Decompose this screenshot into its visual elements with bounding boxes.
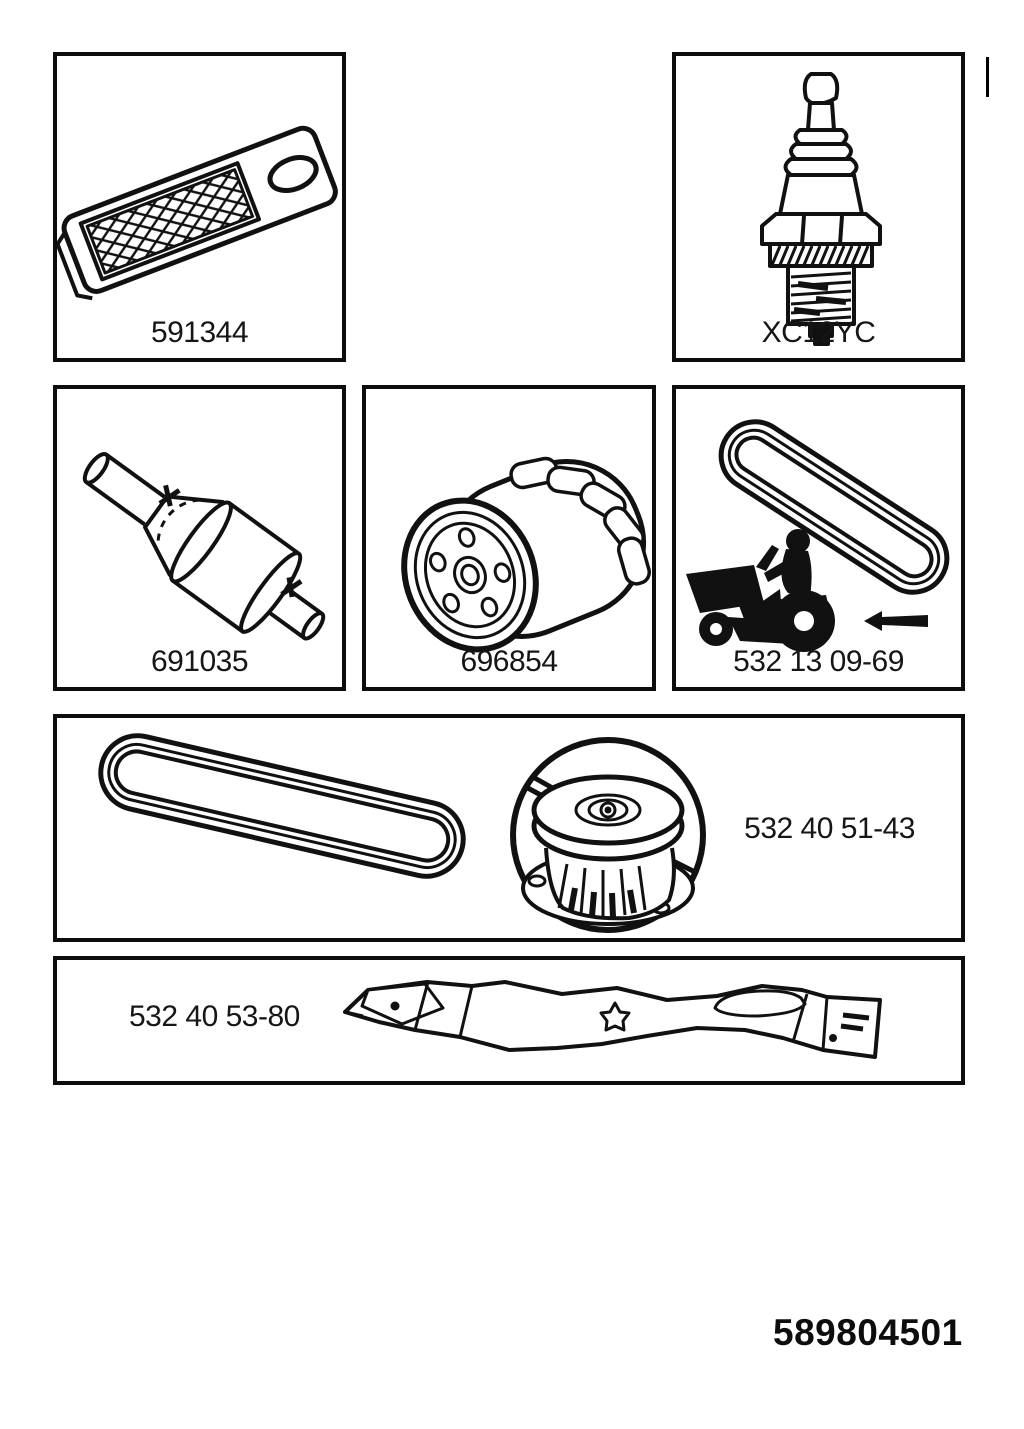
part-number-label: 532 13 09-69	[733, 645, 904, 678]
part-cell-ground-drive-belt	[672, 385, 965, 691]
document-number: 589804501	[773, 1312, 963, 1353]
oil-filter-illustration	[366, 389, 652, 687]
spindle-assembly	[513, 740, 703, 930]
part-number-label: 532 40 53-80	[129, 1000, 300, 1033]
part-number-label: 696854	[460, 645, 558, 678]
part-cell-oil-filter	[362, 385, 656, 691]
part-cell-deck-belt-and-spindle	[53, 714, 965, 942]
part-number-label: 591344	[150, 316, 249, 349]
part-number-label: 532 40 51-43	[744, 812, 915, 845]
part-cell-air-filter	[53, 52, 346, 362]
tractor-silhouette	[686, 529, 928, 652]
left-arrow-icon	[864, 611, 928, 631]
registration-tick-mark	[986, 57, 989, 97]
part-cell-mower-blade	[53, 956, 965, 1085]
part-cell-spark-plug	[672, 52, 965, 362]
air-filter-illustration	[57, 56, 342, 358]
spark-plug-illustration	[676, 56, 961, 358]
drive-belt-and-tractor-illustration	[676, 389, 961, 687]
part-cell-fuel-filter	[53, 385, 346, 691]
part-number-label: XC12YC	[761, 316, 876, 349]
fuel-filter-illustration	[57, 389, 342, 687]
part-number-label: 691035	[150, 645, 249, 678]
